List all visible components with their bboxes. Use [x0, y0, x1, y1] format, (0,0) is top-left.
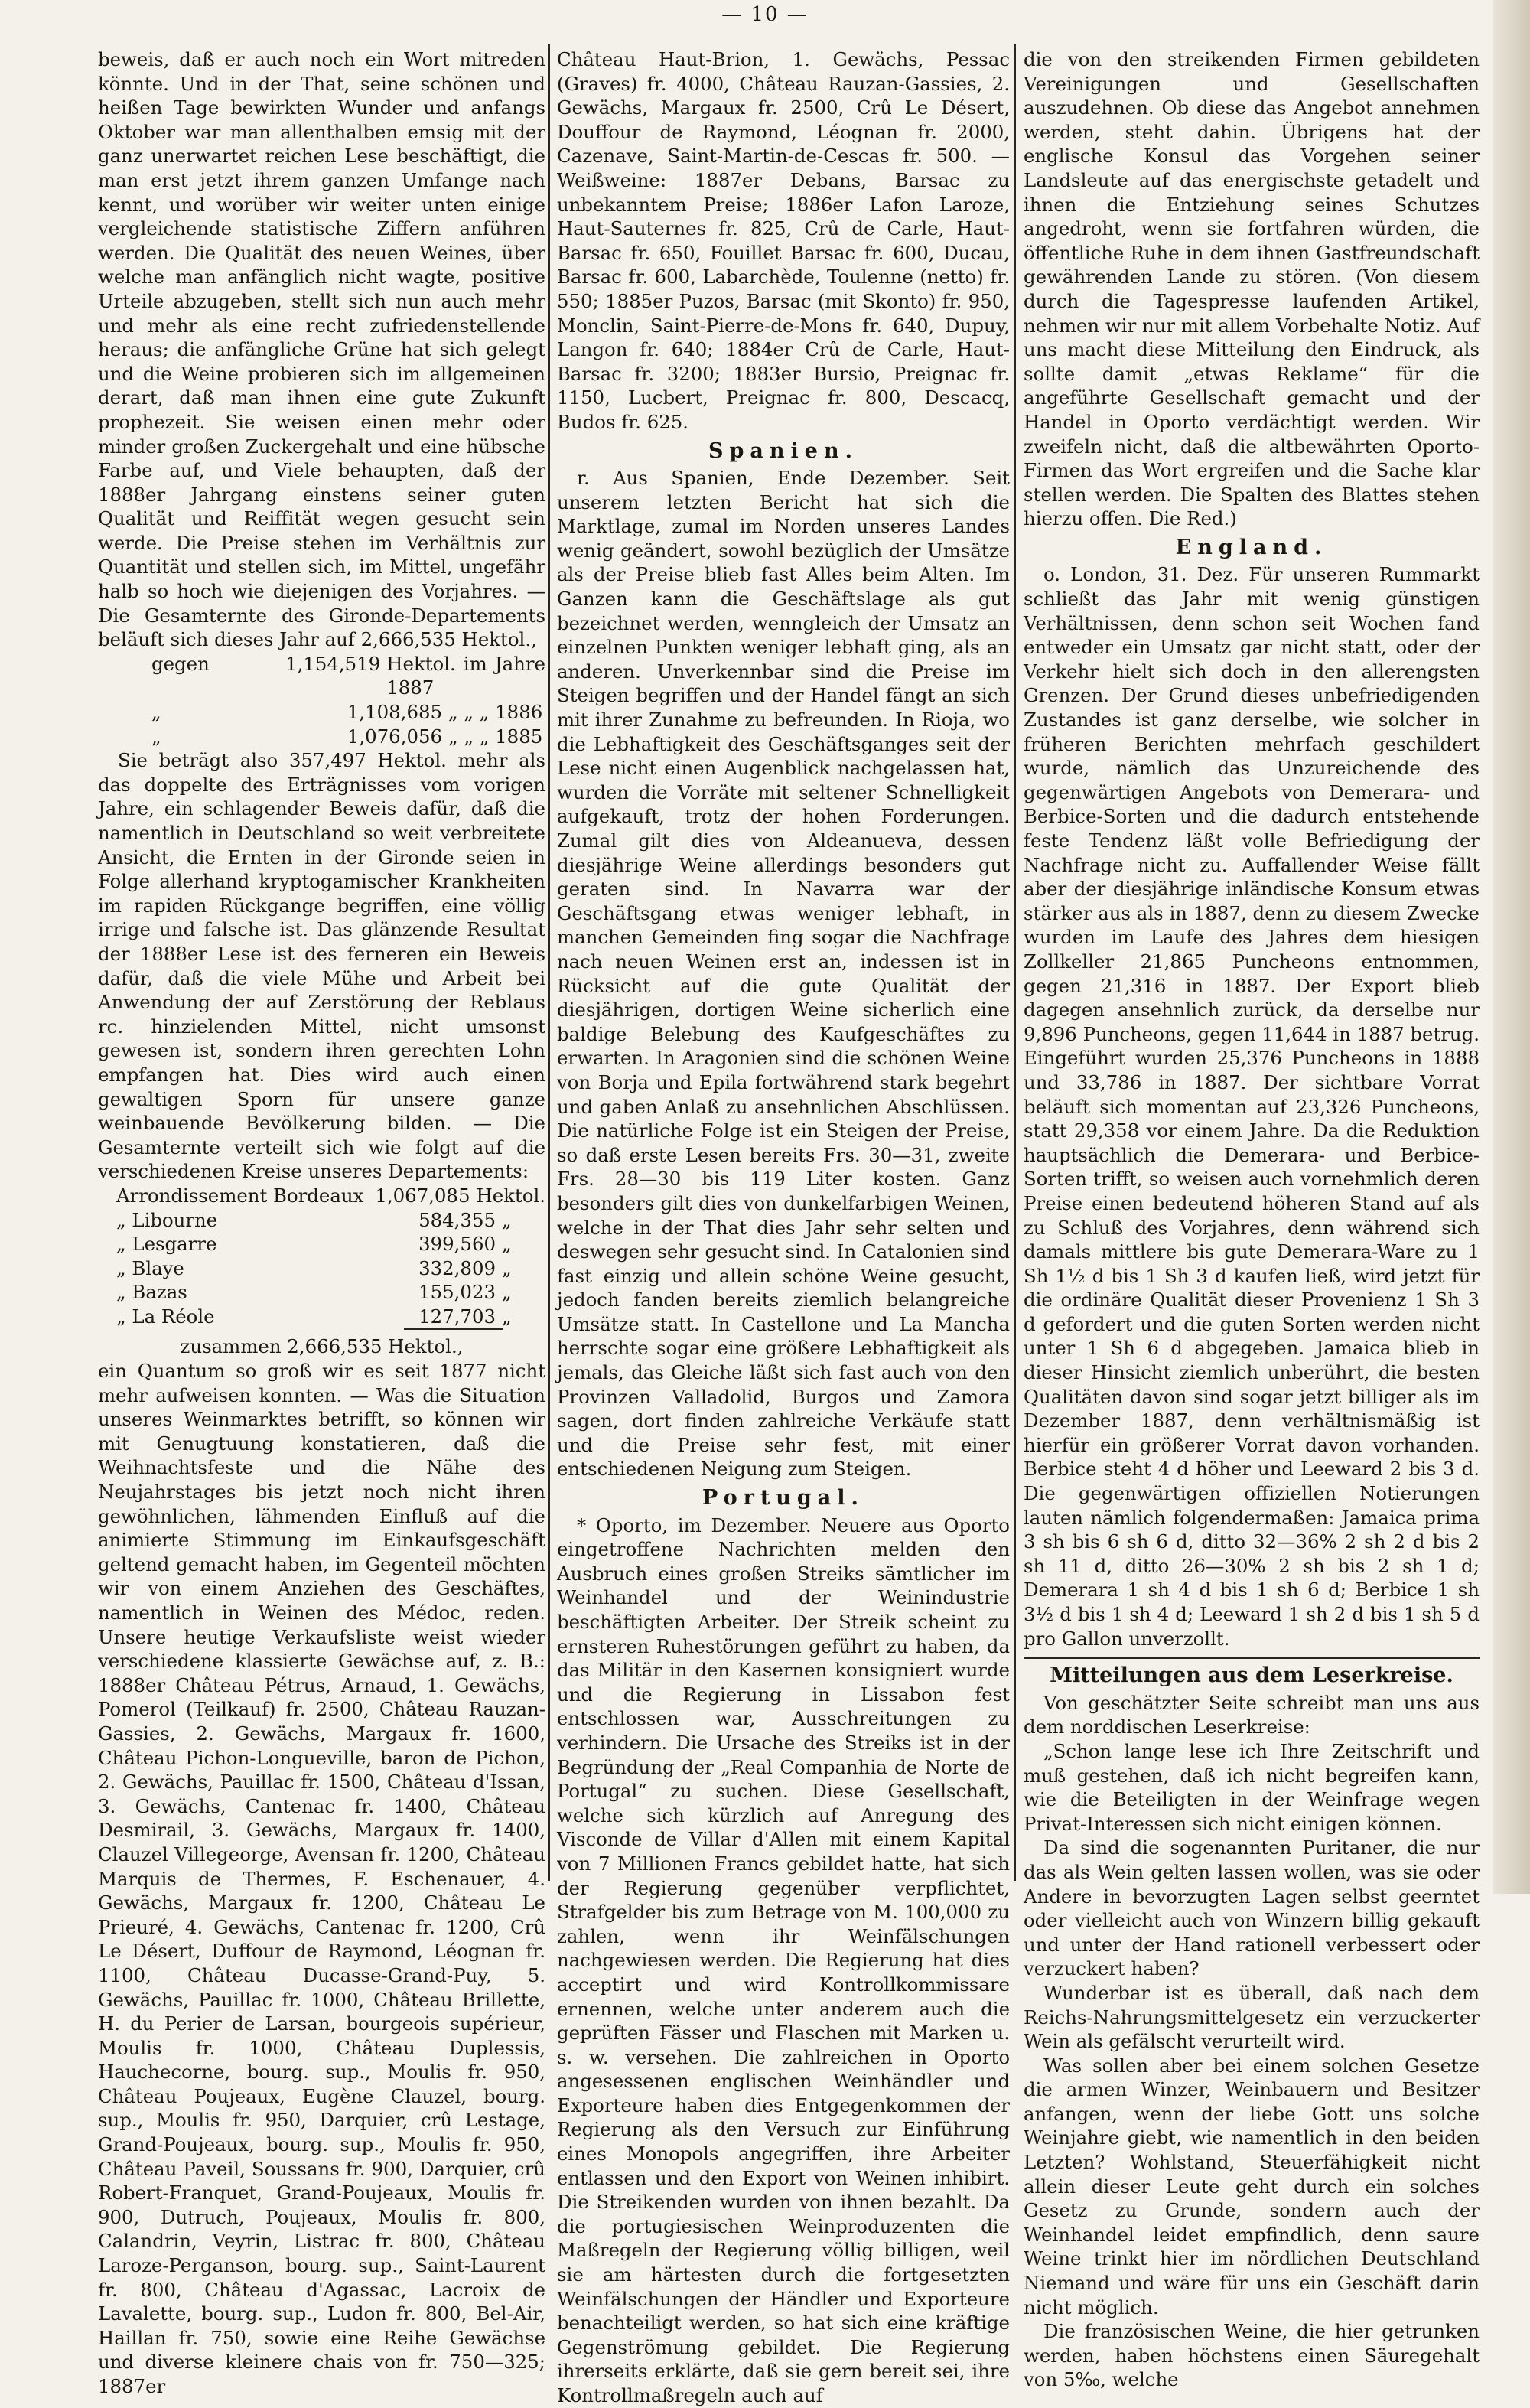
arrondissement-row: „ Libourne 584,355 „ [116, 1208, 512, 1231]
readers-letter-paragraph: Was sollen aber bei einem solchen Gesetze die armen Winzer, Weinbauern und Besitzer anfangen, wenn der liebe Gott uns solche Weinjahre giebt, wie namentlich in den beiden Letzten? Wohlstand, Steuerfähigkeit nicht allein dieser Leute geht durch ein solches Gesetz zu Grunde, sondern auch der Weinhandel leidet empfindlich, denn saure Weine trinkt hier im nördlichen Deutschland Niemand und wäre für uns ein Geschäft darin nicht möglich. [1024, 2054, 1480, 2318]
page-number: — 10 — [721, 3, 809, 26]
section-heading-portugal: Portugal. [702, 1486, 864, 1510]
column-3 [1024, 47, 1480, 2391]
readers-intro: Von geschätzter Seite schreibt man uns aus dem norddischen Leserkreise: [1024, 1691, 1480, 1738]
portugal-report: * Oporto, im Dezember. Neuere aus Oporto eingetroffene Nachrichten melden den Ausbruch eines großen Streiks sämtlicher im Weinhandel und der Weinindustrie beschäftigten Arbeiter. Der Streik scheint zu ernsteren Ruhestörungen geführt zu haben, da das Militär in den Kasernen konsigniert wurde und die Regierung in Lissabon fest entschlossen war, Ausschreitungen zu verhindern. Die Ursache des Streiks ist in der Begründung der „Real Companhia de Norte de Portugal“ zu suchen. Diese Gesellschaft, welche sich kürzlich auf Anregung des Visconde de Villar d'Allen mit einem Kapital von 7 Millionen Francs gebildet hatte, hat sich der Regierung gegenüber verpflichtet, Strafgelder bis zum Betrage von M. 100,000 zu zahlen, wenn ihr Weinfälschungen nachgewiesen werden. Die Regierung hat dies acceptirt und wird Kontrollkommissare ernennen, welche unter anderem auch die geprüften Fässer und Flaschen mit Marken u. s. w. versehen. Die zahlreichen in Oporto angesessenen englischen Weinhändler und Exporteure haben dies Entgegenkommen der Regierung als den Versuch zur Einführung eines Monopols angegriffen, ihre Arbeiter entlassen und den Export von Weinen inhibirt. Die Streikenden wurden von ihnen bezahlt. Da die portugiesischen Weinproduzenten die Maßregeln der Regierung völlig billigen, weil sie am härtesten durch die fortgesetzten Weinfälschungen der Händler und Exporteure benachteiligt werden, so hat sich eine kräftige Gegenströmung gebildet. Die Regierung ihrerseits erklärte, daß sie gern bereit sei, ihre Kontrollmaßregeln auch auf [557, 1514, 1010, 2406]
arrondissement-table [98, 1184, 545, 1359]
spain-report: r. Aus Spanien, Ende Dezember. Seit unserem letzten Bericht hat sich die Marktlage, zumal im Norden unseres Landes wenig geändert, sowohl bezüglich der Umsätze als der Preise blieb fast Alles beim Alten. Im Ganzen kann die Geschäftslage als gut bezeichnet werden, wenngleich der Umsatz an einzelnen Punkten weniger lebhaft ging, als an anderen. Unverkennbar sind die Preise im Steigen begriffen und der Handel fängt an sich mit ihrer Zunahme zu befreunden. In Rioja, wo die Lebhaftigkeit des Geschäftsganges seit der Lese nicht einen Augenblick nachgelassen hat, wurden die Vorräte mit seltener Schnelligkeit aufgekauft, trotz der hohen Forderungen. Zumal gilt dies von Aldeanueva, dessen diesjährige Weine allerdings besonders gut geraten sind. In Navarra war der Geschäftsgang etwas weniger lebhaft, in manchen Gemeinden fing sogar die Nachfrage nach neuen Weinen erst an, indessen ist in Rücksicht auf die gute Qualität der diesjährigen, dortigen Weine sicherlich eine baldige Belebung des Kaufgeschäftes zu erwarten. In Aragonien sind die schönen Weine von Borja und Epila fortwährend stark begehrt und gaben Anlaß zu ansehnlichen Abschlüssen. Die natürliche Folge ist ein Steigen der Preise, so daß erste Lesen bereits Frs. 30—31, zweite Frs. 28—30 bis 119 Liter kosten. Ganz besonders gilt dies von dunkelfarbigen Weinen, welche in der That dies Jahr sehr selten und deswegen sehr gesucht sind. In Catalonien sind fast einzig und allein schöne Weine gesucht, jedoch fanden bereits ziemlich belangreiche Umsätze statt. In Castellone und La Mancha herrschte sogar eine größere Lebhaftigkeit als jemals, das Gleiche läßt sich fast auch von den Provinzen Valladolid, Burgos und Zamora sagen, dort finden zahlreiche Verkäufe statt und die Preise sehr fest, mit einer entschiedenen Neigung zum Steigen. [557, 467, 1010, 1481]
column-rule-2 [1014, 44, 1016, 1881]
harvest-row: „ 1,108,685 „ „ „ 1886 [151, 701, 543, 724]
arrondissement-row: „ Blaye 332,809 „ [116, 1256, 512, 1279]
portugal-report-continued: die von den streikenden Firmen gebildeten Vereinigungen und Gesellschaften auszudehnen. Ob diese das Angebot annehmen werden, steht dahin. Übrigens hat der englische Konsul das Vorgehen seiner Landsleute auf das energischste getadelt und ihnen die Entziehung seines Schutzes angedroht, wenn sie fortfahren würden, die öffentliche Ruhe in dem ihnen Gastfreundschaft gewährenden Lande zu stören. (Von diesem durch die Tagespresse laufenden Artikel, nehmen wir nur mit allem Vorbehalte Notiz. Auf uns macht diese Mitteilung den Eindruck, als sollte damit „etwas Reklame“ für die angeführte Gesellschaft gemacht und der Handel in Oporto verdächtigt werden. Wir zweifeln nicht, daß die altbewährten Oporto-Firmen das Wort ergreifen und die Sache klar stellen werden. Die Spalten des Blattes stehen hierzu offen. Die Red.) [1024, 48, 1480, 530]
arrondissement-row: „ Lesgarre 399,560 „ [116, 1233, 512, 1256]
arrondissement-row: Arrondissement Bordeaux 1,067,085 Hektol. [116, 1184, 545, 1207]
gironde-report-paragraph-2: Sie beträgt also 357,497 Hektol. mehr als das doppelte des Erträgnisses vom vorigen Jahre, ein schlagender Beweis dafür, daß die namentlich in Deutschland so weit verbreitete Ansicht, die Ernten in der Gironde seien in Folge allerhand kryptogamischer Krankheiten im rapiden Rückgange begriffen, eine völlig irrige und falsche ist. Das glänzende Resultat der 1888er Lese ist des ferneren ein Beweis dafür, daß die viele Mühe und Arbeit bei Anwendung der auf Zerstörung der Reblaus rc. hinzielenden Mittel, nicht umsonst gewesen ist, sondern ihren gerechten Lohn empfangen hat. Dies wird auch einen gewaltigen Sporn für unsere ganze weinbauende Bevölkerung bilden. — Die Gesamternte verteilt sich wie folgt auf die verschiedenen Kreise unseres Departements: [98, 749, 545, 1183]
arrondissement-row: „ La Réole 127,703 „ [116, 1305, 512, 1328]
readers-letter-paragraph: Da sind die sogenannten Puritaner, die nur das als Wein gelten lassen wollen, was sie oder Andere in bevorzugten Lagen selbst geerntet oder vielleicht auch von Winzern billig gekauft und unter der Hand rationell verbessert oder verzuckert haben? [1024, 1836, 1480, 1980]
readers-letter-paragraph: „Schon lange lese ich Ihre Zeitschrift und muß gestehen, daß ich nicht begreifen kann, wie die Beteiligten in der Weinfrage wegen Privat-Interessen sich nicht einigen können. [1024, 1739, 1480, 1835]
readers-letter-paragraph: Wunderbar ist es überall, daß nach dem Reichs-Nahrungsmittelgesetz ein verzuckerter Wein als gefälscht verurteilt wird. [1024, 1981, 1480, 2053]
section-heading-readers: Mitteilungen aus dem Leserkreise. [1024, 1657, 1480, 1688]
gironde-report-paragraph-1: beweis, daß er auch noch ein Wort mitreden könnte. Und in der That, seine schönen und heißen Tage bewirkten Wunder und anfangs Oktober war man allenthalben emsig mit der ganz unerwartet reichen Lese beschäftigt, die man erst jetzt ihrem ganzen Umfange nach kennt, und worüber wir weiter unten einige vergleichende statistische Ziffern anführen werden. Die Qualität des neuen Weines, über welche man anfänglich nicht wagte, positive Urteile abzugeben, stellt sich nun auch mehr und mehr als eine recht zufriedenstellende heraus; die anfängliche Grüne hat sich gelegt und die Weine probieren sich im allgemeinen derart, daß man ihnen eine gute Zukunft prophezeit. Sie weisen einen mehr oder minder großen Zuckergehalt und eine hübsche Farbe auf, und Viele behaupten, daß der 1888er Jahrgang einstens seiner guten Qualität und Reiffität wegen gesucht sein werde. Die Preise stehen im Verhältnis zur Quantität und stellen sich, im Mittel, ungefähr halb so hoch wie diejenigen des Vorjahres. — Die Gesamternte des Gironde-Departements beläuft sich dieses Jahr auf 2,666,535 Hektol., [98, 48, 545, 651]
section-heading-spain: Spanien. [708, 438, 858, 463]
section-heading-england: England. [1175, 535, 1328, 559]
harvest-row: gegen 1,154,519 Hektol. im Jahre 1887 [151, 652, 545, 699]
gironde-report-paragraph-3: ein Quantum so groß wir es seit 1877 nicht mehr aufweisen konnten. — Was die Situation unseres Weinmarktes betrifft, so können wir mit Genugtuung konstatieren, daß die Weihnachtsfeste und die Nähe des Neujahrstages bis jetzt noch nicht ihren gewöhnlichen, lähmenden Einfluß auf die animierte Stimmung im Einkaufsgeschäft geltend gemacht haben, im Gegenteil möchten wir von einem Anziehen des Geschäftes, namentlich in Weinen des Médoc, reden. Unsere heutige Verkaufsliste weist wieder verschiedene klassierte Gewächse auf, z. B.: 1888er Château Pétrus, Arnaud, 1. Gewächs, Pomerol (Teilkauf) fr. 2500, Château Rauzan-Gassies, 2. Gewächs, Margaux fr. 1600, Château Pichon-Longueville, baron de Pichon, 2. Gewächs, Pauillac fr. 1500, Château d'Issan, 3. Gewächs, Cantenac fr. 1400, Château Desmirail, 3. Gewächs, Margaux fr. 1400, Clauzel Villegeorge, Avensan fr. 1200, Château Marquis de Thermes, F. Eschenauer, 4. Gewächs, Margaux fr. 1200, Château Le Prieuré, 4. Gewächs, Cantenac fr. 1200, Crû Le Désert, Duffour de Raymond, Léognan fr. 1100, Château Ducasse-Grand-Puy, 5. Gewächs, Pauillac fr. 1000, Château Brillette, H. du Perier de Larsan, bourgeois supérieur, Moulis fr. 1000, Château Duplessis, Hauchecorne, bourg. sup., Moulis fr. 950, Château Poujeaux, Eugène Clauzel, bourg. sup., Moulis fr. 950, Darquier, crû Lestage, Grand-Poujeaux, bourg. sup., Moulis fr. 950, Château Paveil, Soussans fr. 900, Darquier, crû Robert-Franquet, Grand-Poujeaux, Moulis fr. 900, Dutruch, Poujeaux, Moulis fr. 800, Calandrin, Veyrin, Listrac fr. 800, Château Laroze-Perganson, bourg. sup., Saint-Laurent fr. 800, Château d'Agassac, Lacroix de Lavalette, bourg. sup., Ludon fr. 800, Bel-Air, Haillan fr. 750, sowie eine Reihe Gewächse und diverse kleinere chais von fr. 750—325; 1887er [98, 1360, 545, 2397]
arrondissement-row: „ Bazas 155,023 „ [116, 1281, 512, 1304]
arrondissement-total: zusammen 2,666,535 Hektol., [180, 1335, 464, 1358]
sum-rule [404, 1328, 503, 1334]
column-rule-1 [548, 44, 550, 1881]
binding-shadow [1493, 0, 1530, 1894]
harvest-row: „ 1,076,056 „ „ „ 1885 [151, 725, 543, 748]
readers-letter-paragraph: Die französischen Weine, die hier getrunken werden, haben höchstens einen Säuregehalt von 5‰, welche [1024, 2320, 1480, 2391]
england-report: o. London, 31. Dez. Für unseren Rummarkt schließt das Jahr mit wenig günstigen Verhältnissen, denn schon seit Wochen fand entweder ein Umsatz gar nicht statt, oder der Verkehr hielt sich doch in den allerengsten Grenzen. Der Grund dieses unbefriedigenden Zustandes ist ganz derselbe, wie solcher in früheren Berichten mehrfach geschildert wurde, nämlich das Unzureichende des gegenwärtigen Angebots von Demerara- und Berbice-Sorten und die dadurch entstehende feste Tendenz läßt volle Befriedigung der Nachfrage nicht zu. Auffallender Weise fällt aber der diesjährige inländische Konsum etwas stärker aus als in 1887, denn zu diesem Zwecke wurden im Laufe des Jahres dem hiesigen Zollkeller 21,865 Puncheons entnommen, gegen 21,316 in 1887. Der Export blieb dagegen ansehnlich zurück, da derselbe nur 9,896 Puncheons, gegen 11,644 in 1887 betrug. Eingeführt wurden 25,376 Puncheons in 1888 und 33,786 in 1887. Der sichtbare Vorrat beläuft sich momentan auf 23,326 Puncheons, statt 29,358 vor einem Jahre. Da die Reduktion hauptsächlich die Demerara- und Berbice-Sorten trifft, so weisen auch vornehmlich deren Preise einen bedeutend höheren Stand auf als zu Schluß des Vorjahres, denn während sich damals mittlere bis gute Demerara-Ware zu 1 Sh 1½ d bis 1 Sh 3 d kaufen ließ, wird jetzt für die ordinäre Qualität dieser Provenienz 1 Sh 3 d gefordert und die guten Sorten werden nicht unter 1 Sh 6 d abgegeben. Jamaica blieb in dieser Hinsicht ziemlich unberührt, die besten Qualitäten davon sind sogar jetzt billiger als im Dezember 1887, denn verhältnismäßig ist hierfür ein größerer Vorrat davon vorhanden. Berbice steht 4 d höher und Leeward 2 bis 3 d. Die gegenwärtigen offiziellen Notierungen lauten nämlich folgendermaßen: Jamaica prima 3 sh bis 6 sh 6 d, ditto 32—36% 2 sh 2 d bis 2 sh 11 d, ditto 26—30% 2 sh bis 2 sh 1 d; Demerara 1 sh 4 d bis 1 sh 6 d; Berbice 1 sh 3½ d bis 1 sh 4 d; Leeward 1 sh 2 d bis 1 sh 5 d pro Gallon unverzollt. [1024, 563, 1480, 1650]
price-list-paragraph: Château Haut-Brion, 1. Gewächs, Pessac (Graves) fr. 4000, Château Rauzan-Gassies, 2. Gewächs, Margaux fr. 2500, Crû Le Désert, Douffour de Raymond, Léognan fr. 2000, Cazenave, Saint-Martin-de-Cescas fr. 500. — Weißweine: 1887er Debans, Barsac zu unbekanntem Preise; 1886er Lafon Laroze, Haut-Sauternes fr. 825, Crû de Carle, Haut-Barsac fr. 650, Fouillet Barsac fr. 600, Ducau, Barsac fr. 600, Labarchède, Toulenne (netto) fr. 550; 1885er Puzos, Barsac (mit Skonto) fr. 950, Monclin, Saint-Pierre-de-Mons fr. 640, Dupuy, Langon fr. 640; 1884er Crû de Carle, Haut-Barsac fr. 3200; 1883er Bursio, Preignac fr. 1150, Lucbert, Preignac fr. 800, Descacq, Budos fr. 625. [557, 48, 1010, 433]
column-1 [98, 47, 545, 2397]
harvest-comparison-table [98, 652, 545, 748]
column-2 [557, 47, 1010, 2406]
